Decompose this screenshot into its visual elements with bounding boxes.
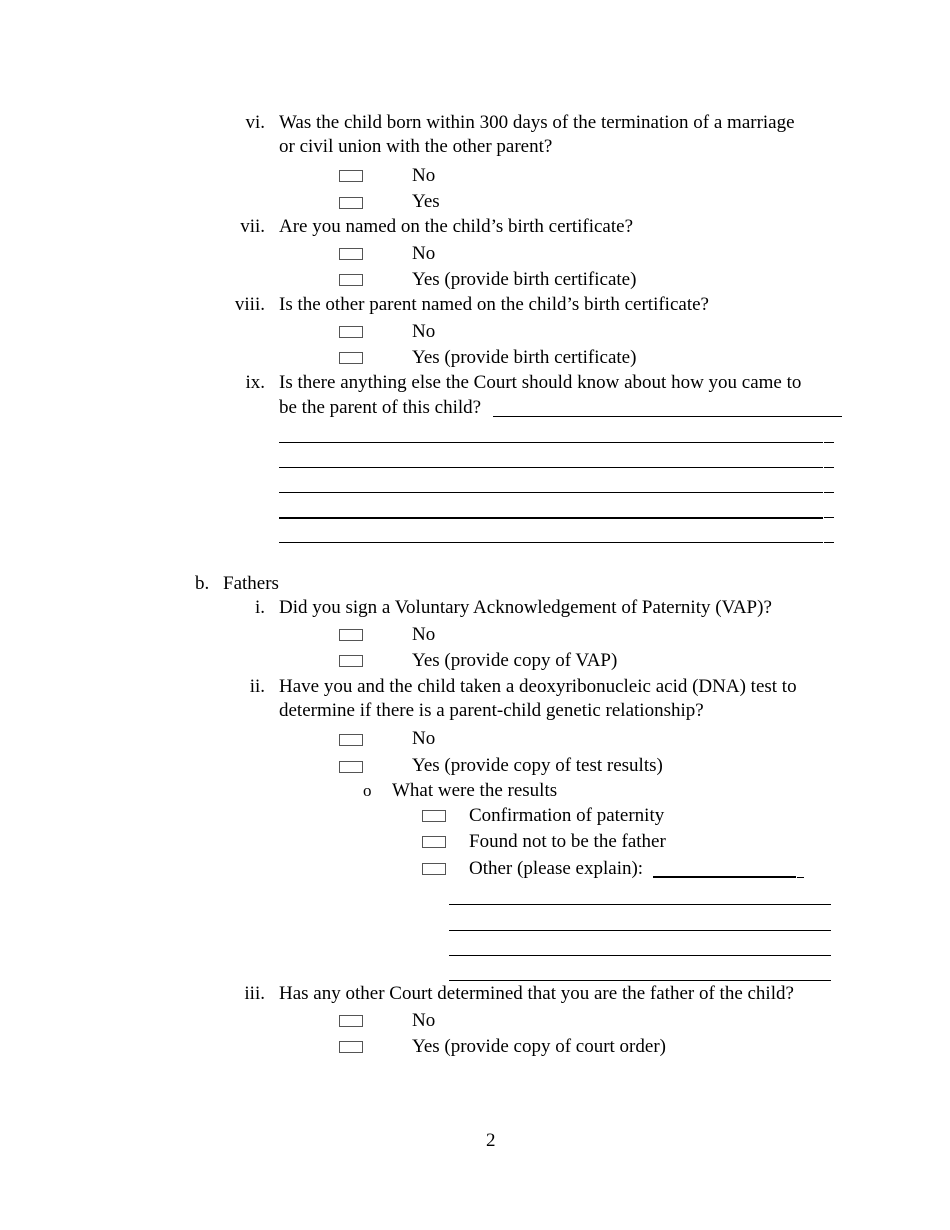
b-q2-bullet-icon: o [363,781,372,800]
q6-yes-label: Yes [412,191,440,212]
q9-answer-line-5-end [824,542,834,543]
q8-number: viii. [234,294,265,315]
b-q2-subquestion: What were the results [392,780,558,801]
q9-answer-line-4[interactable] [279,517,823,519]
b-q3-text: Has any other Court determined that you are the father of the child? [279,983,794,1004]
q9-answer-line-3-end [824,492,834,493]
b-q2-other-label: Other (please explain): [469,858,644,879]
q6-no-label: No [412,165,436,186]
b-q2-explain-line-3[interactable] [449,955,831,956]
q8-yes-label: Yes (provide birth certificate) [412,347,637,368]
q9-answer-line-1-end [824,442,834,443]
q6-text-line2: or civil union with the other parent? [279,136,553,157]
q6-no-checkbox[interactable] [339,170,363,182]
q6-number: vi. [245,112,265,133]
b-q2-explain-line-2[interactable] [449,930,831,931]
b-q1-no-checkbox[interactable] [339,629,363,641]
q9-text-line1: Is there anything else the Court should know about how you came to [279,372,802,393]
q7-number: vii. [240,216,265,237]
q9-answer-line-3[interactable] [279,492,823,493]
b-q3-no-checkbox[interactable] [339,1015,363,1027]
q9-answer-line-2-end [824,467,834,468]
q9-number: ix. [245,372,265,393]
page-number: 2 [486,1130,496,1151]
q7-text: Are you named on the child’s birth certificate? [279,216,634,237]
b-q3-no-label: No [412,1010,436,1031]
b-q2-other-checkbox[interactable] [422,863,446,875]
q7-no-label: No [412,243,436,264]
b-q2-explain-line-1[interactable] [449,904,831,905]
q6-text-line1: Was the child born within 300 days of the termination of a marriage [279,112,795,133]
q7-yes-label: Yes (provide birth certificate) [412,269,637,290]
b-q2-text-line2: determine if there is a parent-child genetic relationship? [279,700,704,721]
b-q1-yes-label: Yes (provide copy of VAP) [412,650,618,671]
q9-text-line2: be the parent of this child? [279,397,482,418]
b-q2-other-inline-line[interactable] [653,876,796,878]
q8-no-checkbox[interactable] [339,326,363,338]
q6-yes-checkbox[interactable] [339,197,363,209]
q9-answer-line-0[interactable] [493,416,842,417]
b-q2-other-inline-line-end [797,877,804,878]
b-q1-text: Did you sign a Voluntary Acknowledgement of Paternity (VAP)? [279,597,772,618]
q8-no-label: No [412,321,436,342]
b-q2-yes-checkbox[interactable] [339,761,363,773]
b-q2-not-father-checkbox[interactable] [422,836,446,848]
section-b-title: Fathers [223,573,279,594]
b-q2-number: ii. [249,676,265,697]
q9-answer-line-2[interactable] [279,467,823,468]
b-q2-confirmation-label: Confirmation of paternity [469,805,665,826]
q8-text: Is the other parent named on the child’s birth certificate? [279,294,709,315]
b-q2-text-line1: Have you and the child taken a deoxyribonucleic acid (DNA) test to [279,676,797,697]
section-b-label: b. [195,573,210,594]
b-q2-no-checkbox[interactable] [339,734,363,746]
b-q2-no-label: No [412,728,436,749]
b-q3-yes-checkbox[interactable] [339,1041,363,1053]
q9-answer-line-4-end [824,517,834,518]
b-q2-not-father-label: Found not to be the father [469,831,666,852]
b-q2-yes-label: Yes (provide copy of test results) [412,755,663,776]
q9-answer-line-5[interactable] [279,542,823,543]
b-q1-yes-checkbox[interactable] [339,655,363,667]
b-q2-confirmation-checkbox[interactable] [422,810,446,822]
b-q1-no-label: No [412,624,436,645]
q9-answer-line-1[interactable] [279,442,823,443]
q8-yes-checkbox[interactable] [339,352,363,364]
b-q3-yes-label: Yes (provide copy of court order) [412,1036,666,1057]
b-q1-number: i. [254,597,265,618]
b-q2-explain-line-4[interactable] [449,980,831,981]
b-q3-number: iii. [244,983,265,1004]
q7-yes-checkbox[interactable] [339,274,363,286]
q7-no-checkbox[interactable] [339,248,363,260]
